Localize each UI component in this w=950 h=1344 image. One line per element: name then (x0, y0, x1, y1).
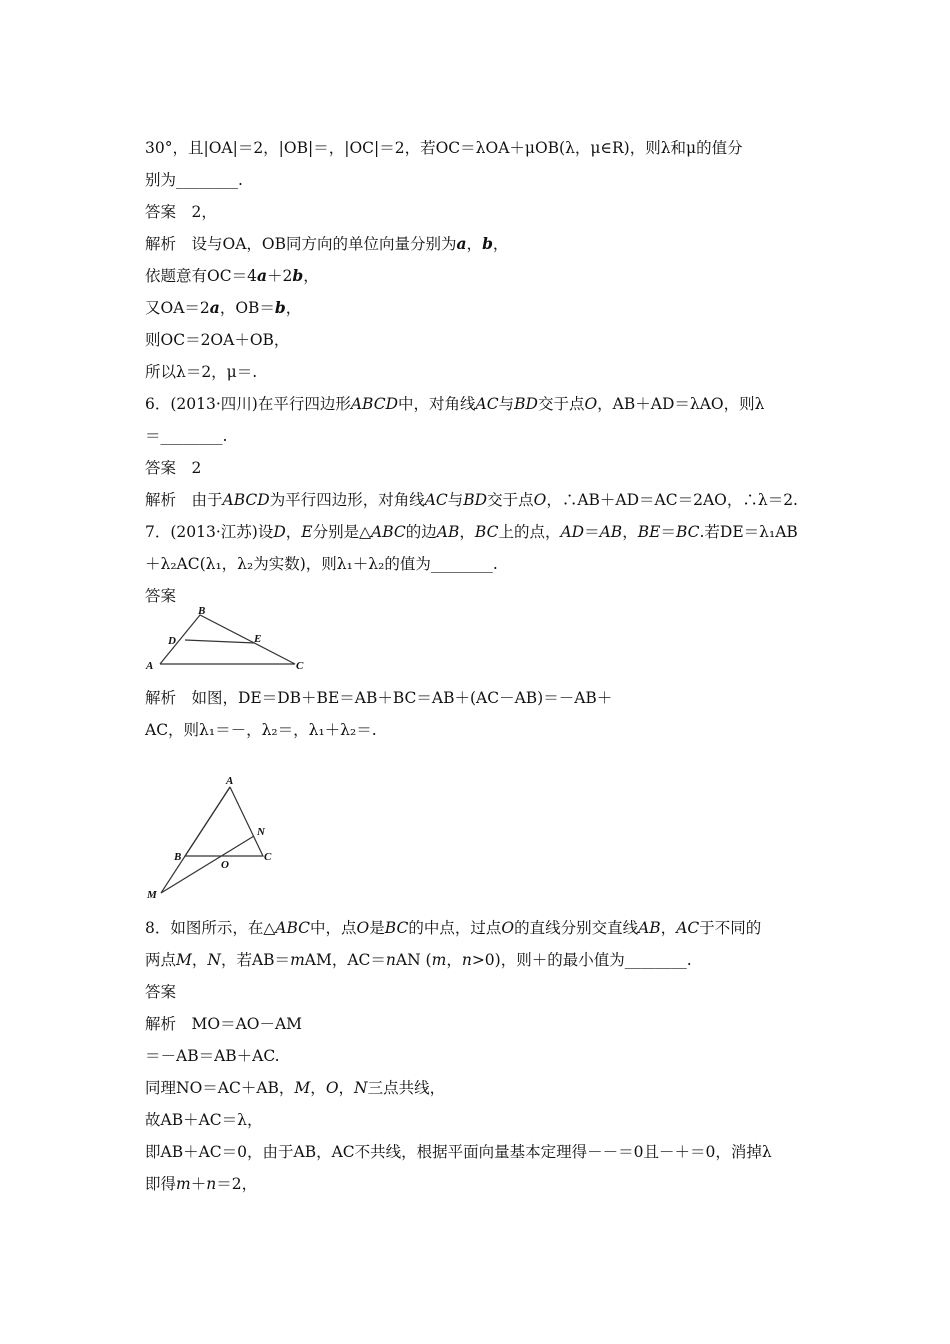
problem5-solution-line1: 解析 设与OA，OB同方向的单位向量分别为a，b， (145, 234, 509, 253)
problem8-solution-line4: 故AB＋AC＝λ， (145, 1111, 263, 1129)
problem6-solution: 解析 由于ABCD为平行四边形，对角线AC与BD交于点O，∴AB＋AD＝AC＝2AO，∴λ＝2. (145, 491, 798, 509)
problem7-solution-line1: 解析 如图，DE＝DB＋BE＝AB＋BC＝AB＋(AC－AB)＝－AB＋ (145, 689, 613, 707)
problem7-solution-line2: AC，则λ₁＝－，λ₂＝，λ₁＋λ₂＝. (145, 721, 377, 739)
label-o: O (221, 859, 229, 871)
problem8-text-line1: 8．如图所示，在△ABC中，点O是BC的中点，过点O的直线分别交直线AB，AC于不同的 (145, 919, 762, 937)
problem7-text-line1: 7．(2013·江苏)设D，E分别是△ABC的边AB，BC上的点，AD＝AB，BE＝BC.若DE＝λ₁AB (145, 523, 798, 541)
label-c: C (264, 851, 272, 863)
problem8-solution-line6: 即得m＋n＝2， (145, 1175, 258, 1193)
problem5-solution-line5: 所以λ＝2，μ＝. (145, 363, 258, 381)
problem5-answer: 答案 2， (145, 203, 217, 221)
label-c: C (296, 660, 304, 672)
problem8-solution-line3: 同理NO＝AC＋AB，M，O，N三点共线， (145, 1079, 446, 1097)
problem7-answer: 答案 (145, 587, 177, 605)
problem8-solution-line1: 解析 MO＝AO－AM (145, 1015, 303, 1033)
problem6-answer: 答案 2 (145, 459, 202, 477)
label-a: A (226, 775, 234, 787)
figure-triangle-abc-de (140, 602, 320, 674)
problem8-solution-line5: 即AB＋AC＝0，由于AB，AC不共线，根据平面向量基本定理得－－＝0且－＋＝0，消掉λ (145, 1143, 772, 1161)
problem8-answer: 答案 (145, 983, 177, 1001)
label-b: B (174, 851, 182, 863)
line-mn (161, 836, 254, 893)
problem5-text-line1: 30°，且|OA|＝2，|OB|＝，|OC|＝2，若OC＝λOA＋μOB(λ，μ∈R)，则λ和μ的值分 (145, 139, 743, 157)
problem6-text-line1: 6．(2013·四川)在平行四边形ABCD中，对角线AC与BD交于点O，AB＋AD＝λAO，则λ (145, 395, 765, 413)
problem8-text-line2: 两点M，N，若AB＝mAM，AC＝nAN (m，n>0)，则＋的最小值为________. (145, 951, 692, 969)
problem7-text-line2: ＋λ₂AC(λ₁，λ₂为实数)，则λ₁＋λ₂的值为________. (145, 555, 498, 573)
segment-de (185, 640, 255, 643)
problem5-solution-line3: 又OA＝2a，OB＝b， (145, 298, 302, 317)
problem5-solution-line2: 依题意有OC＝4a＋2b， (145, 266, 319, 285)
label-a: A (146, 660, 154, 672)
label-b: B (198, 605, 206, 617)
label-m: M (147, 889, 157, 901)
problem6-text-line2: ＝________. (145, 427, 228, 445)
problem5-text-line2: 别为________. (145, 171, 243, 189)
line-ab-extended (161, 787, 230, 893)
problem5-solution-line4: 则OC＝2OA＋OB， (145, 331, 290, 349)
figure-triangle-abc-mn (140, 770, 290, 902)
triangle-abc-outline (160, 615, 295, 664)
label-d: D (168, 635, 176, 647)
label-e: E (254, 633, 262, 645)
problem8-solution-line2: ＝－AB＝AB＋AC. (145, 1047, 280, 1065)
label-n: N (257, 826, 265, 838)
triangle-abc-outline (185, 787, 263, 856)
